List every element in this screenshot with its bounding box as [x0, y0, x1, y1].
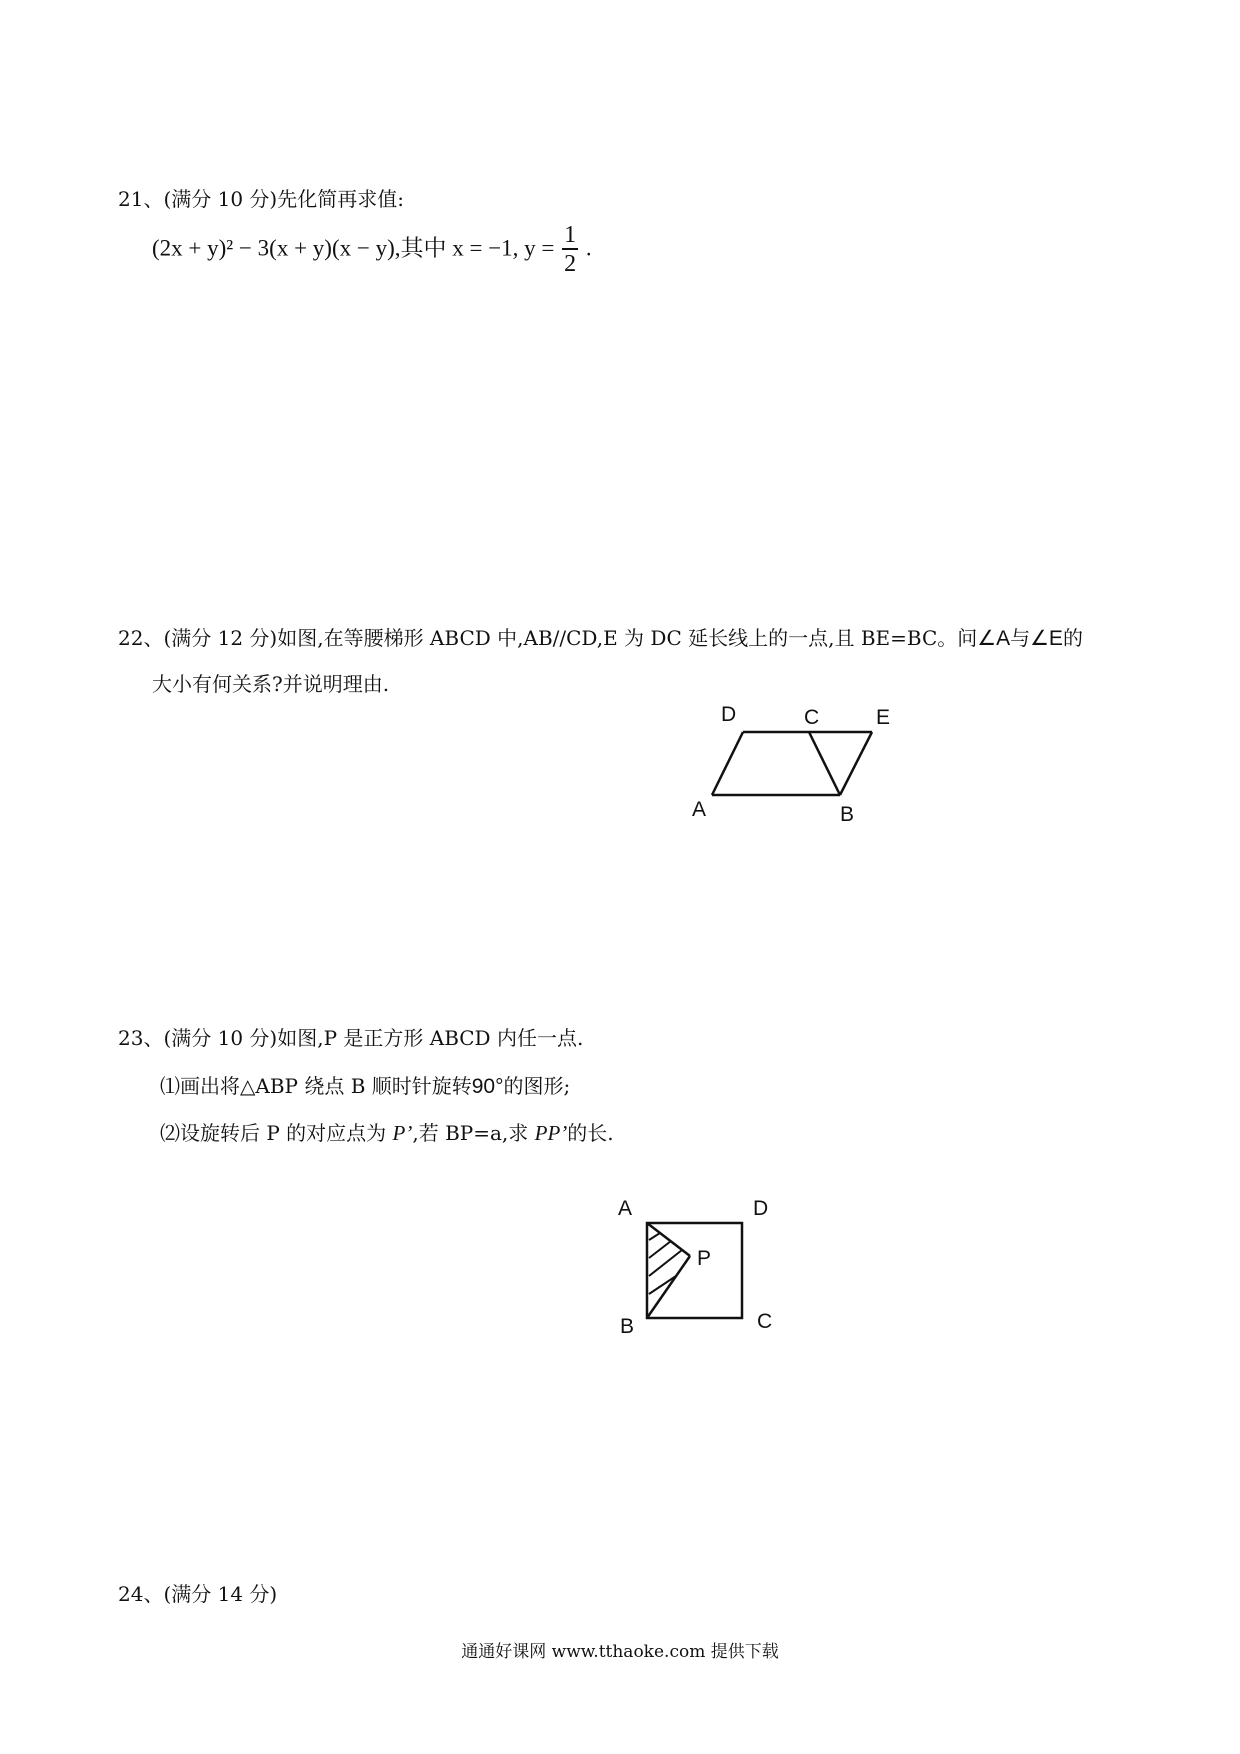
q23-hatch-line — [649, 1276, 676, 1294]
q23-hatch-line — [649, 1241, 671, 1258]
q21-period: . — [585, 235, 592, 261]
q21-heading: 21、(满分 10 分)先化简再求值: — [118, 187, 404, 211]
q22-label-e: E — [876, 706, 891, 729]
q23-segment-bp — [647, 1256, 690, 1318]
page-footer: 通通好课网 www.tthaoke.com 提供下载 — [461, 1642, 779, 1662]
q22-label-c: C — [804, 706, 820, 729]
q23-label-b: B — [620, 1315, 635, 1338]
q23-part1-degree: 90° — [471, 1075, 504, 1098]
q23-part2-mid: ,若 BP=a,求 — [412, 1121, 529, 1145]
q21-expression-text: (2x + y)² − 3(x + y)(x − y),其中 x = −1, y = — [152, 235, 555, 261]
q21-fraction-denominator: 2 — [564, 251, 577, 277]
q23-label-d: D — [753, 1197, 769, 1220]
q23-part2-end: 的长. — [567, 1121, 614, 1145]
q23-heading: 23、(满分 10 分)如图,P 是正方形 ABCD 内任一点. — [118, 1026, 584, 1050]
q22-angle-a: ∠A — [977, 627, 1011, 650]
q23-label-a: A — [618, 1197, 633, 1220]
q22-label-b: B — [840, 803, 855, 826]
q23-p-prime: P’ — [392, 1121, 413, 1145]
q23-part2-text: ⑵设旋转后 P 的对应点为 — [160, 1121, 387, 1145]
q23-segment-ap — [647, 1223, 690, 1256]
q24-heading: 24、(满分 14 分) — [118, 1582, 278, 1606]
q23-pp-prime: PP’ — [534, 1121, 568, 1145]
q22-label-d: D — [721, 703, 737, 726]
q23-label-c: C — [757, 1310, 773, 1333]
q22-line1-text: 22、(满分 12 分)如图,在等腰梯形 ABCD 中,AB//CD,E 为 DC 延长线上的一点,且 BE=BC。问 — [118, 626, 978, 650]
q22-conj: 与 — [1010, 626, 1031, 650]
q21-fraction-numerator: 1 — [564, 222, 577, 248]
q22-line2: 大小有何关系?并说明理由. — [152, 672, 390, 696]
q22-label-a: A — [692, 798, 707, 821]
q23-part1-end: 的图形; — [503, 1074, 571, 1098]
q23-hatch-line — [649, 1233, 660, 1240]
q22-line1-end: 的 — [1062, 626, 1083, 650]
q23-square — [647, 1223, 742, 1318]
q23-label-p: P — [697, 1247, 712, 1270]
q22-angle-e: ∠E — [1030, 627, 1063, 650]
q23-part1-text: ⑴画出将△ABP 绕点 B 顺时针旋转 — [160, 1074, 472, 1098]
